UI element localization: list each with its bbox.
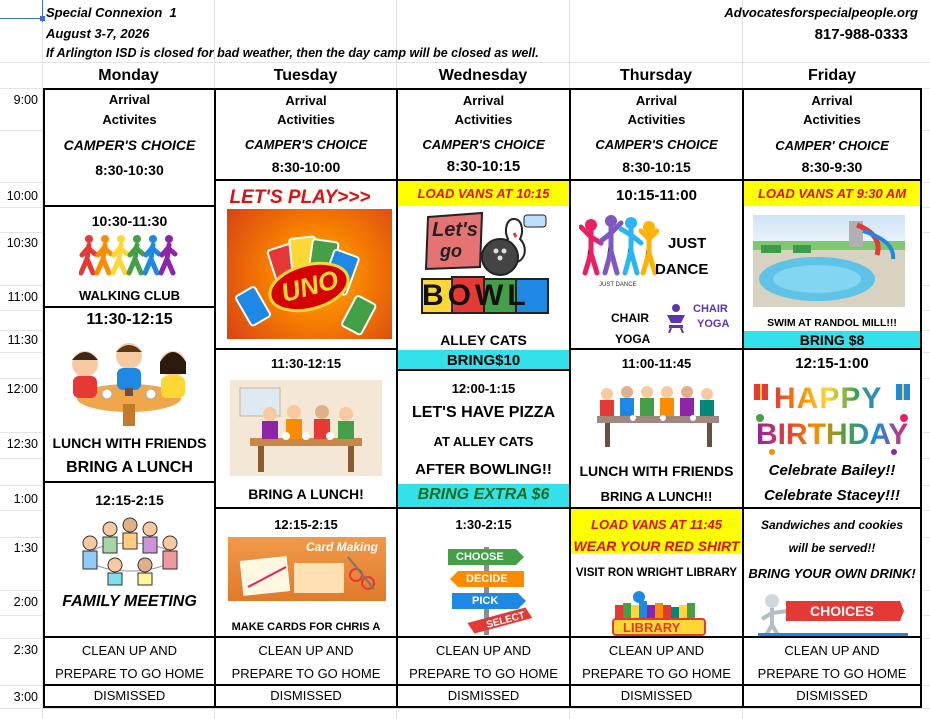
campers-choice-time: 8:30-10:15 bbox=[622, 159, 691, 175]
celebrate-line-2: Celebrate Stacey!!! bbox=[764, 487, 900, 504]
day-header-friday: Friday bbox=[807, 67, 856, 84]
tuesday-lunch bbox=[214, 348, 398, 509]
cleanup-line-2: PREPARE TO GO HOME bbox=[55, 666, 204, 681]
cleanup-tuesday bbox=[214, 636, 398, 686]
bowl-word: BOWL bbox=[422, 279, 530, 312]
cleanup-line-1: CLEAN UP AND bbox=[784, 643, 880, 658]
dance-time: 10:15-11:00 bbox=[616, 187, 697, 204]
website: Advocatesforspecialpeople.org bbox=[724, 5, 918, 20]
sign-select: SELECT bbox=[485, 610, 527, 631]
pool-image bbox=[753, 215, 905, 307]
time-label: 9:00 bbox=[13, 93, 38, 107]
chair-yoga-line-2: YOGA bbox=[615, 332, 651, 346]
thursday-campers-choice bbox=[569, 128, 744, 181]
pizza-bring: BRING EXTRA $6 bbox=[417, 486, 550, 503]
arrival-text: Arrival bbox=[108, 92, 151, 107]
cleanup-line-1: CLEAN UP AND bbox=[608, 643, 705, 658]
friday-drinks bbox=[742, 507, 922, 638]
pizza-time: 12:00-1:15 bbox=[451, 381, 516, 396]
day-header-monday: Monday bbox=[98, 67, 159, 84]
activities-text: Activities bbox=[277, 112, 335, 127]
swim-label: SWIM AT RANDOL MILL!!! bbox=[767, 317, 897, 329]
time-label: 2:30 bbox=[13, 643, 38, 657]
lunch-friends-image bbox=[57, 336, 202, 430]
cleanup-line-1: CLEAN UP AND bbox=[435, 643, 532, 658]
time-label: 10:30 bbox=[6, 236, 38, 250]
lunch-time: 11:00-11:45 bbox=[621, 356, 692, 371]
wednesday-choose bbox=[396, 507, 571, 638]
library-books-image bbox=[609, 589, 709, 637]
meeting-circle-image bbox=[75, 513, 185, 587]
load-vans-text: LOAD VANS AT 10:15 bbox=[417, 186, 550, 201]
pizza-line-1: LET'S HAVE PIZZA bbox=[411, 404, 556, 421]
cleanup-line-2: PREPARE TO GO HOME bbox=[582, 666, 731, 681]
meeting-label: FAMILY MEETING bbox=[62, 593, 197, 610]
campers-choice-time: 8:30-10:30 bbox=[95, 162, 164, 178]
cleanup-thursday bbox=[569, 636, 744, 686]
campers-choice-time: 8:30-10:15 bbox=[446, 158, 521, 175]
bowl-bring: BRING$10 bbox=[446, 352, 521, 369]
day-header-thursday: Thursday bbox=[619, 67, 692, 84]
sign-choose: CHOOSE bbox=[456, 551, 504, 563]
weather-notice: If Arlington ISD is closed for bad weather, then the day camp will be closed as well. bbox=[46, 46, 539, 60]
camp-dates: August 3-7, 2026 bbox=[46, 26, 150, 41]
time-label: 1:00 bbox=[13, 492, 38, 506]
activities-text: Activities bbox=[627, 112, 686, 127]
library-label: VISIT RON WRIGHT LIBRARY bbox=[575, 567, 738, 579]
uno-logo-text: UNO bbox=[277, 264, 342, 308]
friday-swim bbox=[742, 179, 922, 350]
celebrate-line-1: Celebrate Bailey!! bbox=[768, 462, 896, 479]
thursday-lunch bbox=[569, 348, 744, 509]
activities-text: Activities bbox=[803, 112, 861, 127]
lunch-label: LUNCH WITH FRIENDS bbox=[52, 435, 207, 451]
phone: 817-988-0333 bbox=[814, 26, 908, 43]
time-label: 11:30 bbox=[7, 333, 38, 347]
just-dance-caption: JUST DANCE bbox=[599, 282, 637, 288]
library-sign: LIBRARY bbox=[623, 620, 681, 635]
load-vans-text: LOAD VANS AT 11:45 bbox=[591, 517, 722, 532]
chair-yoga-logo bbox=[663, 301, 739, 335]
dismissed-friday bbox=[742, 684, 922, 708]
choose-time: 1:30-2:15 bbox=[455, 517, 512, 532]
bday-time: 12:15-1:00 bbox=[795, 355, 869, 372]
card-time: 12:15-2:15 bbox=[274, 517, 338, 532]
tuesday-uno bbox=[214, 179, 398, 350]
lunch-bring: BRING A LUNCH!! bbox=[600, 489, 713, 504]
family-dinner-image bbox=[230, 380, 382, 476]
pizza-line-2: AT ALLEY CATS bbox=[433, 434, 534, 449]
time-label: 3:00 bbox=[13, 690, 38, 704]
lets-go-bowl-image bbox=[418, 211, 553, 319]
red-shirt-text: WEAR YOUR RED SHIRT bbox=[573, 538, 740, 554]
card-label: MAKE CARDS FOR CHRIS A bbox=[231, 621, 381, 633]
happy-birthday-image bbox=[752, 378, 912, 460]
bday-birthday-text: BIRTHDAY bbox=[756, 418, 909, 451]
friday-birthday bbox=[742, 348, 922, 509]
dismissed-text: DISMISSED bbox=[796, 688, 868, 703]
cleanup-line-1: CLEAN UP AND bbox=[258, 643, 354, 658]
wednesday-pizza bbox=[396, 369, 571, 509]
swim-bring: BRING $8 bbox=[799, 332, 865, 348]
time-label: 10:00 bbox=[6, 189, 38, 203]
cleanup-wednesday bbox=[396, 636, 571, 686]
bowl-lets: Let's bbox=[432, 219, 478, 241]
time-label: 12:30 bbox=[6, 437, 38, 451]
thursday-library bbox=[569, 507, 744, 638]
dismissed-text: DISMISSED bbox=[93, 688, 166, 703]
dismissed-thursday bbox=[569, 684, 744, 708]
campers-choice-time: 8:30-10:00 bbox=[271, 159, 341, 175]
activities-text: Activities bbox=[454, 112, 513, 127]
dismissed-monday bbox=[43, 684, 216, 708]
campers-choice-title: CAMPER' CHOICE bbox=[775, 138, 889, 153]
lunch-bring: BRING A LUNCH bbox=[66, 459, 193, 476]
time-label: 12:00 bbox=[6, 382, 38, 396]
activities-text: Activites bbox=[102, 112, 157, 127]
bday-happy bbox=[774, 382, 882, 416]
wednesday-campers-choice bbox=[396, 128, 571, 181]
bowl-go: go bbox=[440, 241, 462, 261]
campers-choice-time: 8:30-9:30 bbox=[801, 159, 863, 175]
drink-line: BRING YOUR OWN DRINK! bbox=[748, 566, 916, 581]
cleanup-line-2: PREPARE TO GO HOME bbox=[409, 666, 558, 681]
cleanup-line-1: CLEAN UP AND bbox=[81, 643, 178, 658]
pizza-line-3: AFTER BOWLING!! bbox=[415, 461, 552, 478]
dismissed-text: DISMISSED bbox=[620, 688, 693, 703]
bday-happy-text: HAPPY bbox=[774, 382, 883, 415]
campers-choice-title: CAMPER'S CHOICE bbox=[244, 137, 368, 152]
dismissed-text: DISMISSED bbox=[270, 688, 342, 703]
walk-time: 10:30-11:30 bbox=[91, 213, 168, 229]
monday-walking-club bbox=[43, 205, 216, 308]
campers-choice-title: CAMPER'S CHOICE bbox=[595, 137, 718, 152]
lunch-label: LUNCH WITH FRIENDS bbox=[579, 463, 734, 479]
wednesday-bowling bbox=[396, 179, 571, 371]
dance-title-1: JUST bbox=[668, 235, 707, 252]
lunch-time: 11:30-12:15 bbox=[86, 311, 173, 328]
campers-choice-title: CAMPER'S CHOICE bbox=[422, 137, 545, 152]
dismissed-tuesday bbox=[214, 684, 398, 708]
lets-play-title: LET'S PLAY>>> bbox=[229, 187, 371, 208]
sign-pick: PICK bbox=[472, 595, 499, 607]
load-vans-text: LOAD VANS AT 9:30 AM bbox=[757, 186, 907, 201]
arrival-text: Arrival bbox=[462, 93, 505, 108]
choices-image bbox=[758, 589, 908, 637]
dismissed-text: DISMISSED bbox=[447, 688, 520, 703]
arrival-text: Arrival bbox=[285, 93, 327, 108]
monday-campers-choice bbox=[43, 128, 216, 207]
cleanup-monday bbox=[43, 636, 216, 686]
day-header-tuesday: Tuesday bbox=[273, 67, 338, 84]
choose-signpost-image bbox=[428, 539, 543, 635]
cleanup-line-2: PREPARE TO GO HOME bbox=[757, 666, 907, 681]
lunch-group-image bbox=[583, 380, 733, 450]
walking-people-image bbox=[79, 233, 179, 279]
arrival-text: Arrival bbox=[635, 93, 678, 108]
time-label: 1:30 bbox=[13, 541, 38, 555]
time-label: 2:00 bbox=[13, 595, 38, 609]
just-dance-image bbox=[579, 211, 659, 293]
arrival-tuesday bbox=[214, 88, 398, 130]
monday-family-meeting bbox=[43, 481, 216, 638]
camp-title: Special Connexion 1 bbox=[46, 5, 177, 20]
cleanup-friday bbox=[742, 636, 922, 686]
thursday-dance bbox=[569, 179, 744, 350]
dismissed-wednesday bbox=[396, 684, 571, 708]
walk-label: WALKING CLUB bbox=[78, 288, 181, 303]
lunch-time: 11:30-12:15 bbox=[270, 356, 342, 371]
lunch-bring: BRING A LUNCH! bbox=[248, 486, 364, 502]
tuesday-campers-choice bbox=[214, 128, 398, 181]
snack-line-1: Sandwiches and cookies bbox=[760, 518, 904, 532]
arrival-thursday bbox=[569, 88, 744, 130]
card-making-image bbox=[228, 537, 386, 601]
arrival-wednesday bbox=[396, 88, 571, 130]
chair-yoga-line-1: CHAIR bbox=[611, 311, 649, 325]
campers-choice-title: CAMPER'S CHOICE bbox=[63, 137, 196, 153]
bday-birthday bbox=[756, 418, 908, 452]
snack-line-2: will be served!! bbox=[788, 541, 876, 555]
arrival-friday bbox=[742, 88, 922, 130]
choices-sign: CHOICES bbox=[810, 603, 874, 619]
arrival-monday bbox=[43, 88, 216, 130]
card-making-sign: Card Making bbox=[305, 540, 378, 554]
chair-logo-2: YOGA bbox=[697, 318, 730, 330]
time-label: 11:00 bbox=[7, 290, 38, 304]
day-header-wednesday: Wednesday bbox=[438, 67, 528, 84]
uno-image bbox=[227, 209, 392, 339]
friday-campers-choice bbox=[742, 128, 922, 181]
tuesday-card-making bbox=[214, 507, 398, 638]
dance-title-2: DANCE bbox=[655, 261, 709, 278]
chair-logo-1: CHAIR bbox=[693, 303, 728, 315]
arrival-text: Arrival bbox=[811, 93, 853, 108]
bowl-label: ALLEY CATS bbox=[440, 332, 527, 348]
meeting-time: 12:15-2:15 bbox=[95, 492, 164, 508]
cleanup-line-2: PREPARE TO GO HOME bbox=[231, 666, 381, 681]
monday-lunch bbox=[43, 306, 216, 483]
sign-decide: DECIDE bbox=[466, 573, 508, 585]
